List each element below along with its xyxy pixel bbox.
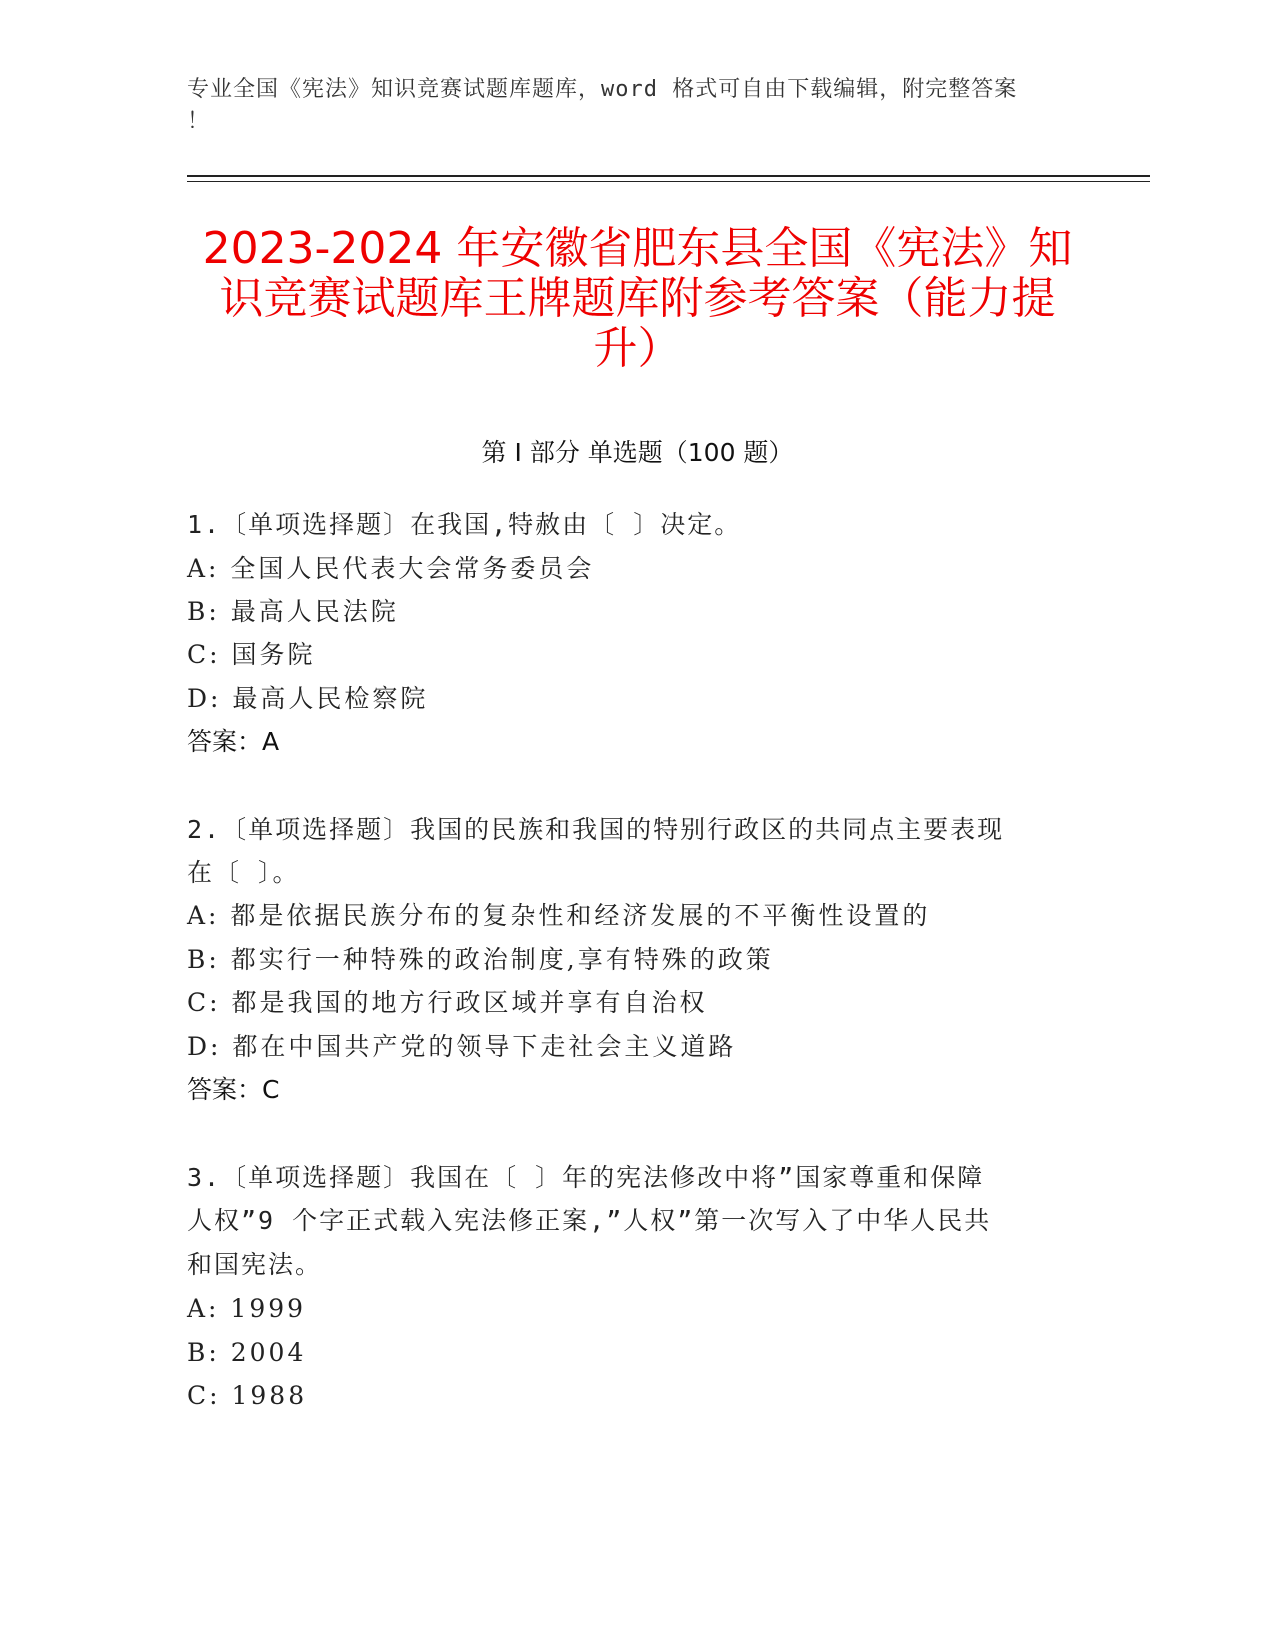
header-rule-thick [187,175,1150,177]
question-3-stem: 人权”9 个字正式载入宪法修正案,”人权”第一次写入了中华人民共 [187,1206,992,1235]
document-title [190,224,1085,374]
document-title-line: 2023-2024 年安徽省肥东县全国《宪法》知 [202,223,1073,274]
question-2-option-a: A: 都是依据民族分布的复杂性和经济发展的不平衡性设置的 [187,901,931,930]
question-1-option-b: B: 最高人民法院 [187,597,399,626]
question-1-option-c: C: 国务院 [187,640,316,669]
question-1-answer: 答案：A [187,727,280,756]
question-3-stem: 3.〔单项选择题〕我国在〔 〕年的宪法修改中将”国家尊重和保障 [187,1163,985,1192]
question-2-answer: 答案：C [187,1075,280,1104]
question-2-stem: 在〔 〕。 [187,858,300,887]
question-1-option-d: D: 最高人民检察院 [187,684,429,713]
question-2-option-b: B: 都实行一种特殊的政治制度,享有特殊的政策 [187,945,774,974]
question-3-option-c: C: 1988 [187,1381,308,1410]
question-3-option-a: A: 1999 [187,1294,307,1323]
question-1-option-a: A: 全国人民代表大会常务委员会 [187,554,595,583]
question-2-stem: 2.〔单项选择题〕我国的民族和我国的特别行政区的共同点主要表现 [187,815,1005,844]
question-1-stem: 1.〔单项选择题〕在我国,特赦由〔 〕决定。 [187,510,742,539]
question-3-stem: 和国宪法。 [187,1250,323,1279]
document-title-line: 升） [593,323,682,374]
section-title: 第 I 部分 单选题（100 题） [481,438,794,467]
question-3-option-b: B: 2004 [187,1338,307,1367]
question-2-option-d: D: 都在中国共产党的领导下走社会主义道路 [187,1032,737,1061]
question-2-option-c: C: 都是我国的地方行政区域并享有自治权 [187,988,708,1017]
header-note-line: 专业全国《宪法》知识竞赛试题库题库，word 格式可自由下载编辑，附完整答案 [187,77,1018,102]
header-rule-thin [187,181,1150,182]
document-title-line: 识竞赛试题库王牌题库附参考答案（能力提 [219,273,1056,324]
header-note [187,74,1067,138]
header-note-line: ！ [187,109,211,134]
